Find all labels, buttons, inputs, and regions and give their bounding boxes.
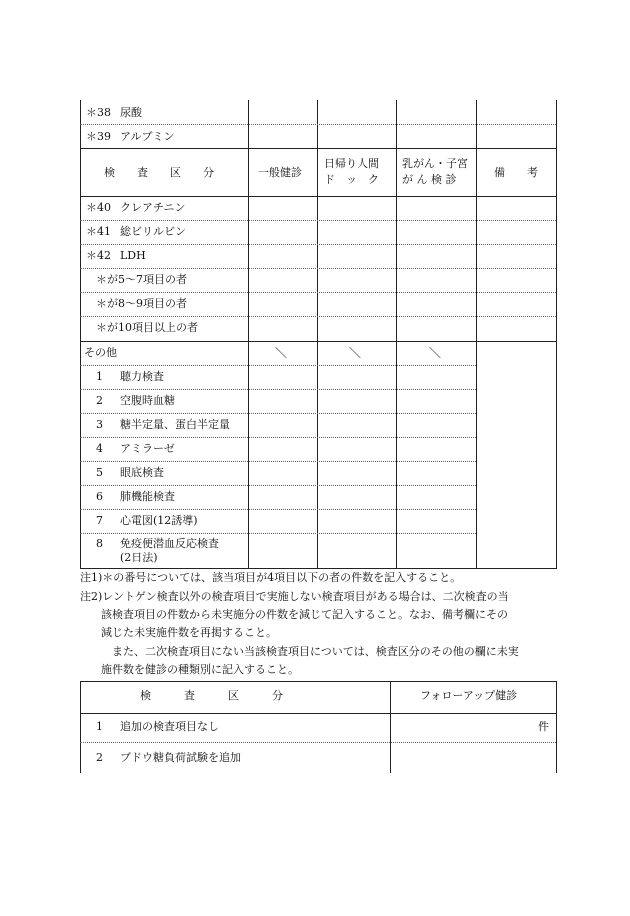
- row-40-number: ＊40: [86, 201, 111, 214]
- row-38-number: ＊38: [86, 106, 111, 119]
- other-item-2-label: 空腹時血糖: [120, 394, 175, 407]
- count-row-5-7: ＊が5〜7項目の者: [96, 273, 187, 286]
- other-item-5-number: 5: [96, 466, 103, 479]
- header-general-checkup: 一般健診: [258, 166, 302, 179]
- other-slash-general: ＼: [275, 346, 288, 360]
- other-item-4-number: 4: [96, 442, 103, 455]
- other-item-8-label: 免疫便潜血反応検査: [120, 537, 219, 550]
- other-item-2-number: 2: [96, 394, 103, 407]
- note-2-line-1: 注2)レントゲン検査以外の検査項目で実施しない検査項目がある場合は、二次検査の当: [80, 590, 509, 603]
- note-3-line-1: また、二次検査項目にない当該検査項目については、検査区分のその他の欄に未実: [112, 645, 519, 658]
- row-39-number: ＊39: [86, 130, 111, 143]
- row-42-number: ＊42: [86, 249, 111, 262]
- other-item-1-label: 聴力検査: [120, 370, 164, 383]
- note-2-line-2: 該検査項目の件数から未実施分の件数を減じて記入すること。なお、備考欄にその: [101, 608, 508, 621]
- other-item-3-number: 3: [96, 418, 103, 431]
- followup-row-1-number: 1: [96, 720, 103, 733]
- row-38-label: 尿酸: [120, 106, 142, 119]
- other-item-7-label: 心電図(12誘導): [120, 514, 198, 527]
- other-item-3-label: 糖半定量、蛋白半定量: [120, 418, 230, 431]
- other-item-6-number: 6: [96, 490, 103, 503]
- followup-row-2-number: 2: [96, 751, 103, 764]
- other-item-4-label: アミラーゼ: [120, 442, 175, 455]
- count-row-8-9: ＊が8〜9項目の者: [96, 297, 187, 310]
- other-label: その他: [84, 346, 117, 359]
- followup-header-category: 検 査 区 分: [140, 689, 283, 702]
- header-remarks: 備 考: [494, 166, 538, 179]
- count-row-10-plus: ＊が10項目以上の者: [96, 321, 198, 334]
- header-day-dock-line1: 日帰り人間: [324, 157, 379, 170]
- note-1: 注1)＊の番号については、該当項目が4項目以下の者の件数を記入すること。: [80, 571, 462, 584]
- other-item-8-number: 8: [96, 537, 103, 550]
- row-41-label: 総ビリルビン: [120, 225, 186, 238]
- note-3-line-2: 施件数を健診の種類別に記入すること。: [101, 663, 299, 676]
- other-item-7-number: 7: [96, 514, 103, 527]
- followup-row-1-label: 追加の検査項目なし: [120, 720, 219, 733]
- followup-header-followup: フォローアップ健診: [420, 689, 518, 702]
- other-slash-cancer: ＼: [429, 346, 442, 360]
- followup-row-2-label: ブドウ糖負荷試験を追加: [120, 751, 241, 764]
- followup-row-1-value: 件: [538, 720, 549, 733]
- other-item-8-label-sub: (2日法): [120, 551, 158, 564]
- other-item-5-label: 眼底検査: [120, 466, 164, 479]
- header-day-dock-line2: ド ッ ク: [324, 173, 379, 186]
- other-slash-dock: ＼: [349, 346, 362, 360]
- header-cancer-screening-line2: が ん 検 診: [402, 173, 457, 186]
- header-cancer-screening-line1: 乳がん・子宮: [402, 157, 468, 170]
- other-item-1-number: 1: [96, 370, 103, 383]
- header-category: 検 査 区 分: [104, 166, 214, 179]
- row-41-number: ＊41: [86, 225, 111, 238]
- note-2-line-3: 減じた未実施件数を再掲すること。: [101, 626, 277, 639]
- row-39-label: アルブミン: [120, 130, 175, 143]
- row-42-label: LDH: [120, 249, 146, 262]
- other-item-6-label: 肺機能検査: [120, 490, 175, 503]
- row-40-label: クレアチニン: [120, 201, 186, 214]
